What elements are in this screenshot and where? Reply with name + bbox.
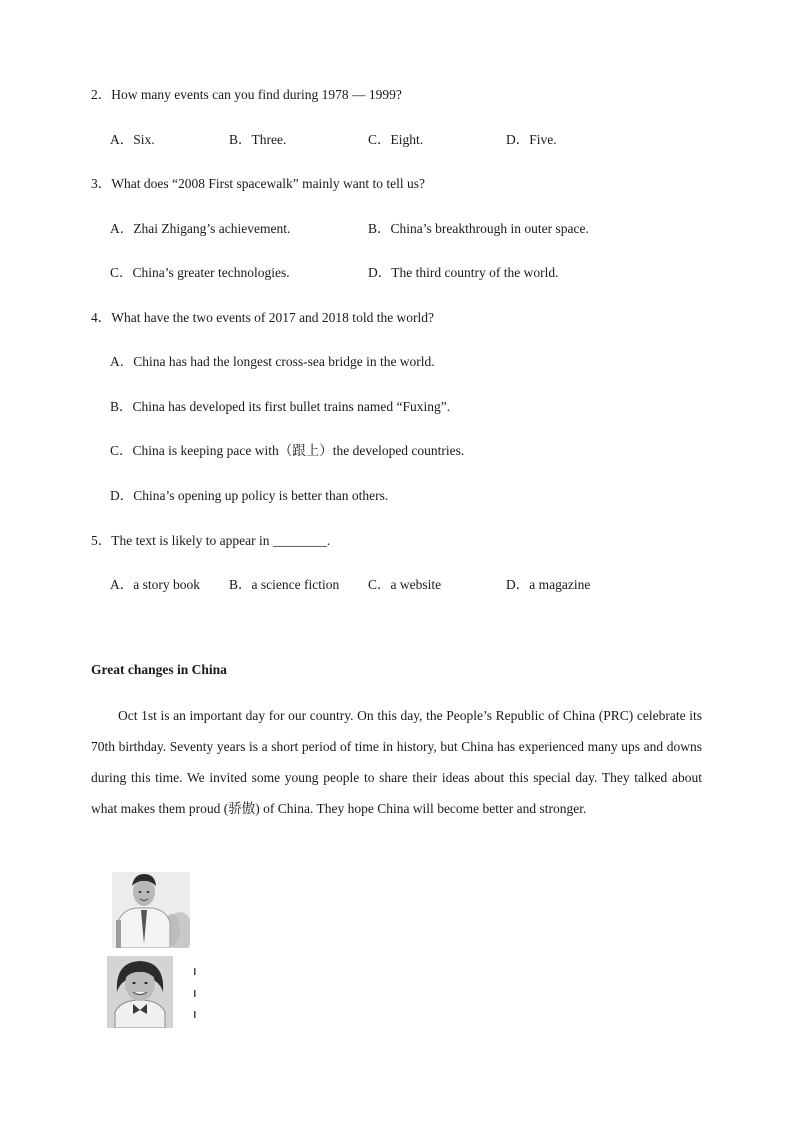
- girl-photo: [107, 956, 173, 1028]
- question-5-option-c: C．a website: [368, 577, 442, 592]
- question-3-stem: 3．What does “2008 First spacewalk” mainly want to tell us?: [91, 176, 426, 191]
- question-5-option-a: A．a story book: [110, 577, 200, 592]
- question-4-option-b: B．China has developed its first bullet trains named “Fuxing”.: [110, 399, 451, 414]
- question-2-option-d: D．Five.: [506, 132, 557, 147]
- question-4-option-d: D．China’s opening up policy is better than others.: [110, 488, 389, 503]
- question-2-option-c: C．Eight.: [368, 132, 424, 147]
- question-5-option-b: B．a science fiction: [229, 577, 340, 592]
- passage-body: Oct 1st is an important day for our country. On this day, the People’s Republic of China (PRC) celebrate its 70th birthday. Seventy years is a short period of time in history, but China has experienced many ups and downs during this time. We invited some young people to share their ideas about this special day. They talked about what makes them proud (骄傲) of China. They hope China will become better and stronger.: [91, 708, 702, 816]
- question-2-stem: 2．How many events can you find during 1978 — 1999?: [91, 87, 402, 102]
- question-4-option-a: A．China has had the longest cross-sea bridge in the world.: [110, 354, 435, 369]
- question-2-option-a: A．Six.: [110, 132, 155, 147]
- question-4-stem: 4．What have the two events of 2017 and 2018 told the world?: [91, 310, 435, 325]
- question-4-option-c: C．China is keeping pace with（跟上）the developed countries.: [110, 443, 465, 458]
- passage-title: Great changes in China: [91, 662, 227, 677]
- boy-photo: [112, 872, 190, 948]
- question-3-option-b: B．China’s breakthrough in outer space.: [368, 221, 589, 236]
- question-3-option-c: C．China’s greater technologies.: [110, 265, 290, 280]
- question-3-option-a: A．Zhai Zhigang’s achievement.: [110, 221, 291, 236]
- question-3-option-d: D．The third country of the world.: [368, 265, 559, 280]
- question-2-option-b: B．Three.: [229, 132, 287, 147]
- text-fragment-marks: [193, 968, 197, 1020]
- question-5-stem: 5．The text is likely to appear in ________.: [91, 533, 331, 548]
- question-5-option-d: D．a magazine: [506, 577, 591, 592]
